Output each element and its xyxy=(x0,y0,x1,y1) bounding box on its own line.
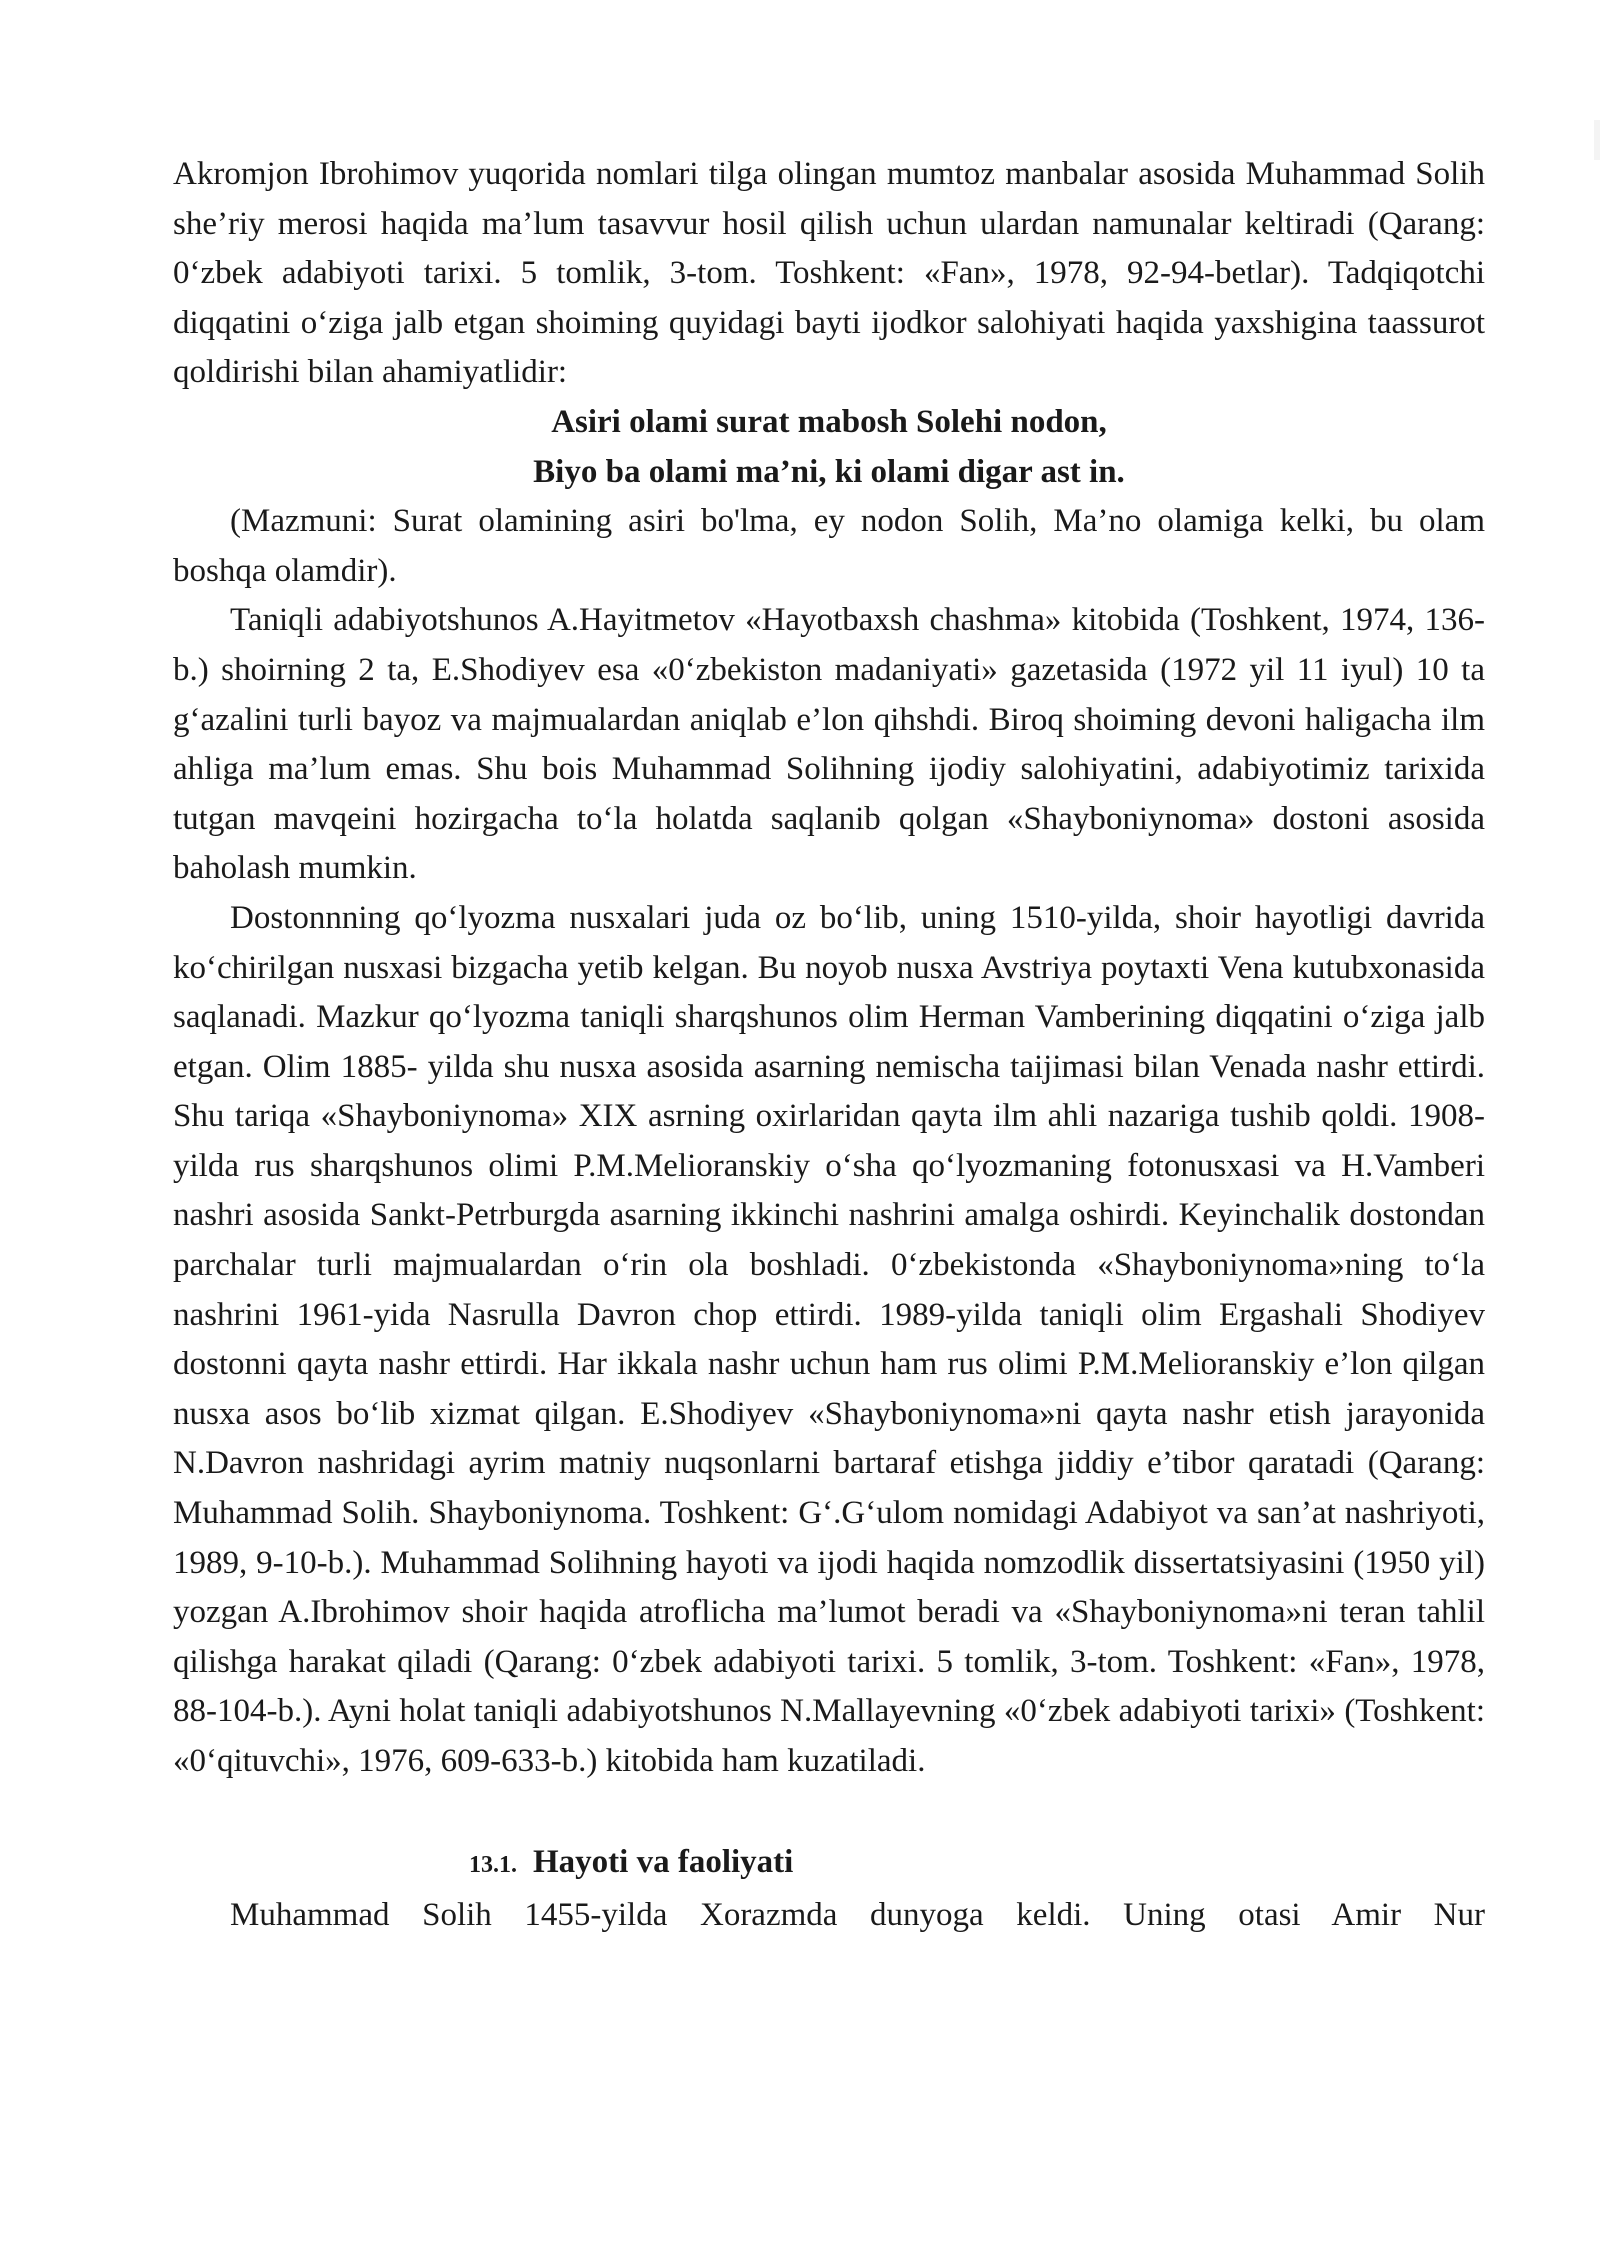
verse-line-1: Asiri olami surat mabosh Solehi nodon, xyxy=(551,403,1107,440)
paragraph-biography: Muhammad Solih 1455-yilda Xorazmda dunyoga keldi. Uning otasi Amir Nur xyxy=(230,1896,1485,1933)
section-title: Hayoti va faoliyati xyxy=(533,1843,794,1880)
section-heading xyxy=(173,1833,1485,1891)
paragraph-intro: Akromjon Ibrohimov yuqorida nomlari tilga olingan mumtoz manbalar asosida Muhammad Solih she’riy merosi haqida ma’lum tasavvur hosil qilish uchun ulardan namunalar keltiradi (Qarang: 0‘zbek adabiyoti tarixi. 5 tomlik, 3-tom. Toshkent: «Fan», 1978, 92-94-betlar). Tadqiqotchi diqqatini o‘ziga jalb etgan shoiming quyidagi bayti ijodkor salohiyati haqida yaxshigina taassurot qoldirishi bilan ahamiyatlidir: xyxy=(173,156,1485,391)
document-page xyxy=(173,150,1485,1940)
paragraph-meaning: (Mazmuni: Surat olamining asiri bo'lma, ey nodon Solih, Ma’no olamiga kelki, bu olam boshqa olamdir). xyxy=(173,503,1485,589)
paragraph-hayitmetov: Taniqli adabiyotshunos A.Hayitmetov «Hayotbaxsh chashma» kitobida (Toshkent, 1974, 136-b.) shoirning 2 ta, E.Shodiyev esa «0‘zbekiston madaniyati» gazetasida (1972 yil 11 iyul) 10 ta g‘azalini turli bayoz va majmualardan aniqlab e’lon qihshdi. Biroq shoiming devoni haligacha ilm ahliga ma’lum emas. Shu bois Muhammad Solihning ijodiy salohiyatini, adabiyotimiz tarixida tutgan mavqeini hozirgacha to‘la holatda saqlanib qolgan «Shayboniynoma» dostoni asosida baholash mumkin. xyxy=(173,602,1485,887)
section-number: 13.1. xyxy=(469,1851,517,1878)
verse-line-2: Biyo ba olami ma’ni, ki olami digar ast in. xyxy=(533,453,1125,490)
paragraph-manuscripts: Dostonnning qo‘lyozma nusxalari juda oz bo‘lib, uning 1510-yilda, shoir hayotligi davrida ko‘chirilgan nusxasi bizgacha yetib kelgan. Bu noyob nusxa Avstriya poytaxti Vena kutubxonasida saqlanadi. Mazkur qo‘lyozma taniqli sharqshunos olim Herman Vamberining diqqatini o‘ziga jalb etgan. Olim 1885- yilda shu nusxa asosida asarning nemischa taijimasi bilan Venada nashr ettirdi. Shu tariqa «Shayboniynoma» XIX asrning oxirlaridan qayta ilm ahli nazariga tushib qoldi. 1908-yilda rus sharqshunos olimi P.M.Melioranskiy o‘sha qo‘lyozmaning fotonusxasi va H.Vamberi nashri asosida Sankt-Petrburgda asarning ikkinchi nashrini amalga oshirdi. Keyinchalik dostondan parchalar turli majmualardan o‘rin ola boshladi. 0‘zbekistonda «Shayboniynoma»ning to‘la nashrini 1961-yida Nasrulla Davron chop ettirdi. 1989-yilda taniqli olim Ergashali Shodiyev dostonni qayta nashr ettirdi. Har ikkala nashr uchun ham rus olimi P.M.Melioranskiy e’lon qilgan nusxa asos bo‘lib xizmat qilgan. E.Shodiyev «Shayboniynoma»ni qayta nashr etish jarayonida N.Davron nashridagi ayrim matniy nuqsonlarni bartaraf etishga jiddiy e’tibor qaratadi (Qarang: Muhammad Solih. Shayboniynoma. Toshkent: G‘.G‘ulom nomidagi Adabiyot va san’at nashriyoti, 1989, 9-10-b.). Muhammad Solihning hayoti va ijodi haqida nomzodlik dissertatsiyasini (1950 yil) yozgan A.Ibrohimov shoir haqida atroflicha ma’lumot beradi va «Shayboniynoma»ni teran tahlil qilishga harakat qiladi (Qarang: 0‘zbek adabiyoti tarixi. 5 tomlik, 3-tom. Toshkent: «Fan», 1978, 88-104-b.). Ayni holat taniqli adabiyotshunos N.Mallayevning «0‘zbek adabiyoti tarixi» (Toshkent: «0‘qituvchi», 1976, 609-633-b.) kitobida ham kuzatiladi. xyxy=(173,899,1485,1779)
page-edge-shadow xyxy=(1594,120,1600,160)
